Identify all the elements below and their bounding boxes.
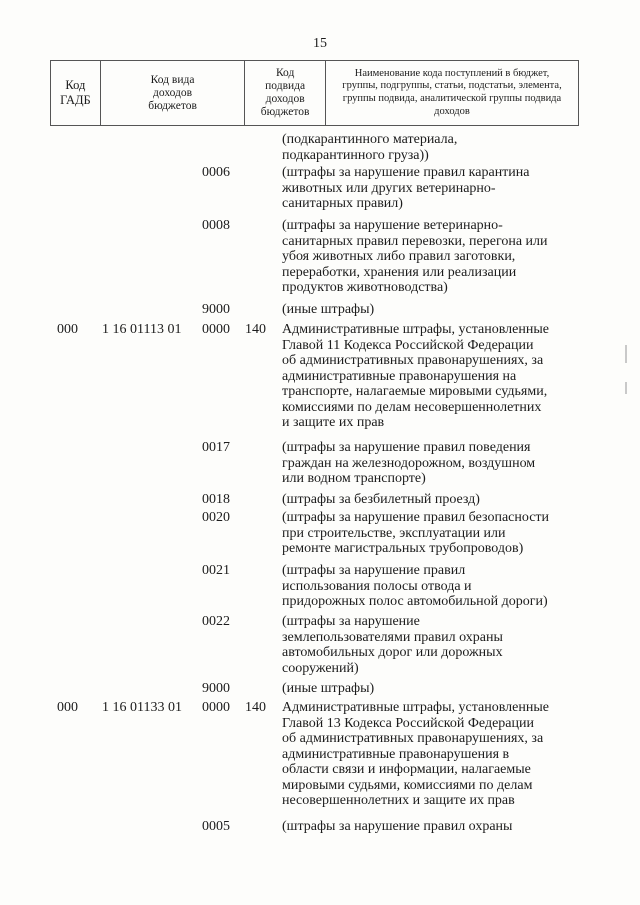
row-group-code: 140 xyxy=(245,322,266,337)
row-name: (штрафы за нарушение правил безопасности при строительстве, эксплуатации или ремонте магистральных трубопроводов) xyxy=(282,510,550,556)
row-gadb: 000 xyxy=(57,700,78,715)
row-subcode: 0005 xyxy=(202,819,230,834)
row-subcode: 0022 xyxy=(202,614,230,629)
row-group-code: 140 xyxy=(245,700,266,715)
row-name: (штрафы за нарушение правил использования полосы отвода и придорожных полос автомобильной дороги) xyxy=(282,563,548,609)
row-name: Административные штрафы, установленные Главой 11 Кодекса Российской Федерации об административных правонарушениях, за административные правонарушения на транспорте, налагаемые мировыми судьями, комиссиями по делам несовершеннолетних и защите их прав xyxy=(282,322,549,430)
row-name: (штрафы за нарушение правил карантина животных или других ветеринарно- санитарных правил) xyxy=(282,165,530,211)
row-subcode: 0008 xyxy=(202,218,230,233)
header-kod-vida: Код вида доходов бюджетов xyxy=(101,61,245,125)
row-subcode: 0006 xyxy=(202,165,230,180)
page-number: 15 xyxy=(313,36,327,51)
row-name: Административные штрафы, установленные Главой 13 Кодекса Российской Федерации об административных правонарушениях, за административные правонарушения в области связи и информации, налагаемые мировыми судьями, комиссиями по делам несовершеннолетних и защите их прав xyxy=(282,700,549,808)
row-subcode: 0020 xyxy=(202,510,230,525)
row-gadb: 000 xyxy=(57,322,78,337)
row-kod-vida: 1 16 01113 01 xyxy=(102,322,182,337)
row-name: (штрафы за безбилетный проезд) xyxy=(282,492,480,507)
header-kod-podvida: Код подвида доходов бюджетов xyxy=(245,61,326,125)
scan-margin-mark xyxy=(625,345,627,363)
scan-margin-mark xyxy=(625,382,627,394)
header-naimenovanie: Наименование кода поступлений в бюджет, группы, подгруппы, статьи, подстатьи, элемента, группы подвида, аналитической группы подвида доходов xyxy=(342,67,562,117)
row-subcode: 0000 xyxy=(202,700,230,715)
row-name: (штрафы за нарушение землепользователями правил охраны автомобильных дорог или дорожных сооружений) xyxy=(282,614,503,676)
row-name: (штрафы за нарушение правил охраны xyxy=(282,819,513,834)
row-subcode: 9000 xyxy=(202,681,230,696)
row-kod-vida: 1 16 01133 01 xyxy=(102,700,182,715)
row-name: (штрафы за нарушение правил поведения граждан на железнодорожном, воздушном или водном транспорте) xyxy=(282,440,536,486)
row-subcode: 0017 xyxy=(202,440,230,455)
row-subcode: 0000 xyxy=(202,322,230,337)
header-gadb: Код ГАДБ xyxy=(51,61,101,125)
row-subcode: 0021 xyxy=(202,563,230,578)
row-subcode: 9000 xyxy=(202,302,230,317)
row-name: (штрафы за нарушение ветеринарно- санитарных правил перевозки, перегона или убоя животных либо правил заготовки, переработки, хранения или реализации продуктов животноводства) xyxy=(282,218,548,295)
row-name: (иные штрафы) xyxy=(282,681,375,696)
row-name: (иные штрафы) xyxy=(282,302,375,317)
row-subcode: 0018 xyxy=(202,492,230,507)
row-name: (подкарантинного материала, подкарантинного груза)) xyxy=(282,132,458,163)
